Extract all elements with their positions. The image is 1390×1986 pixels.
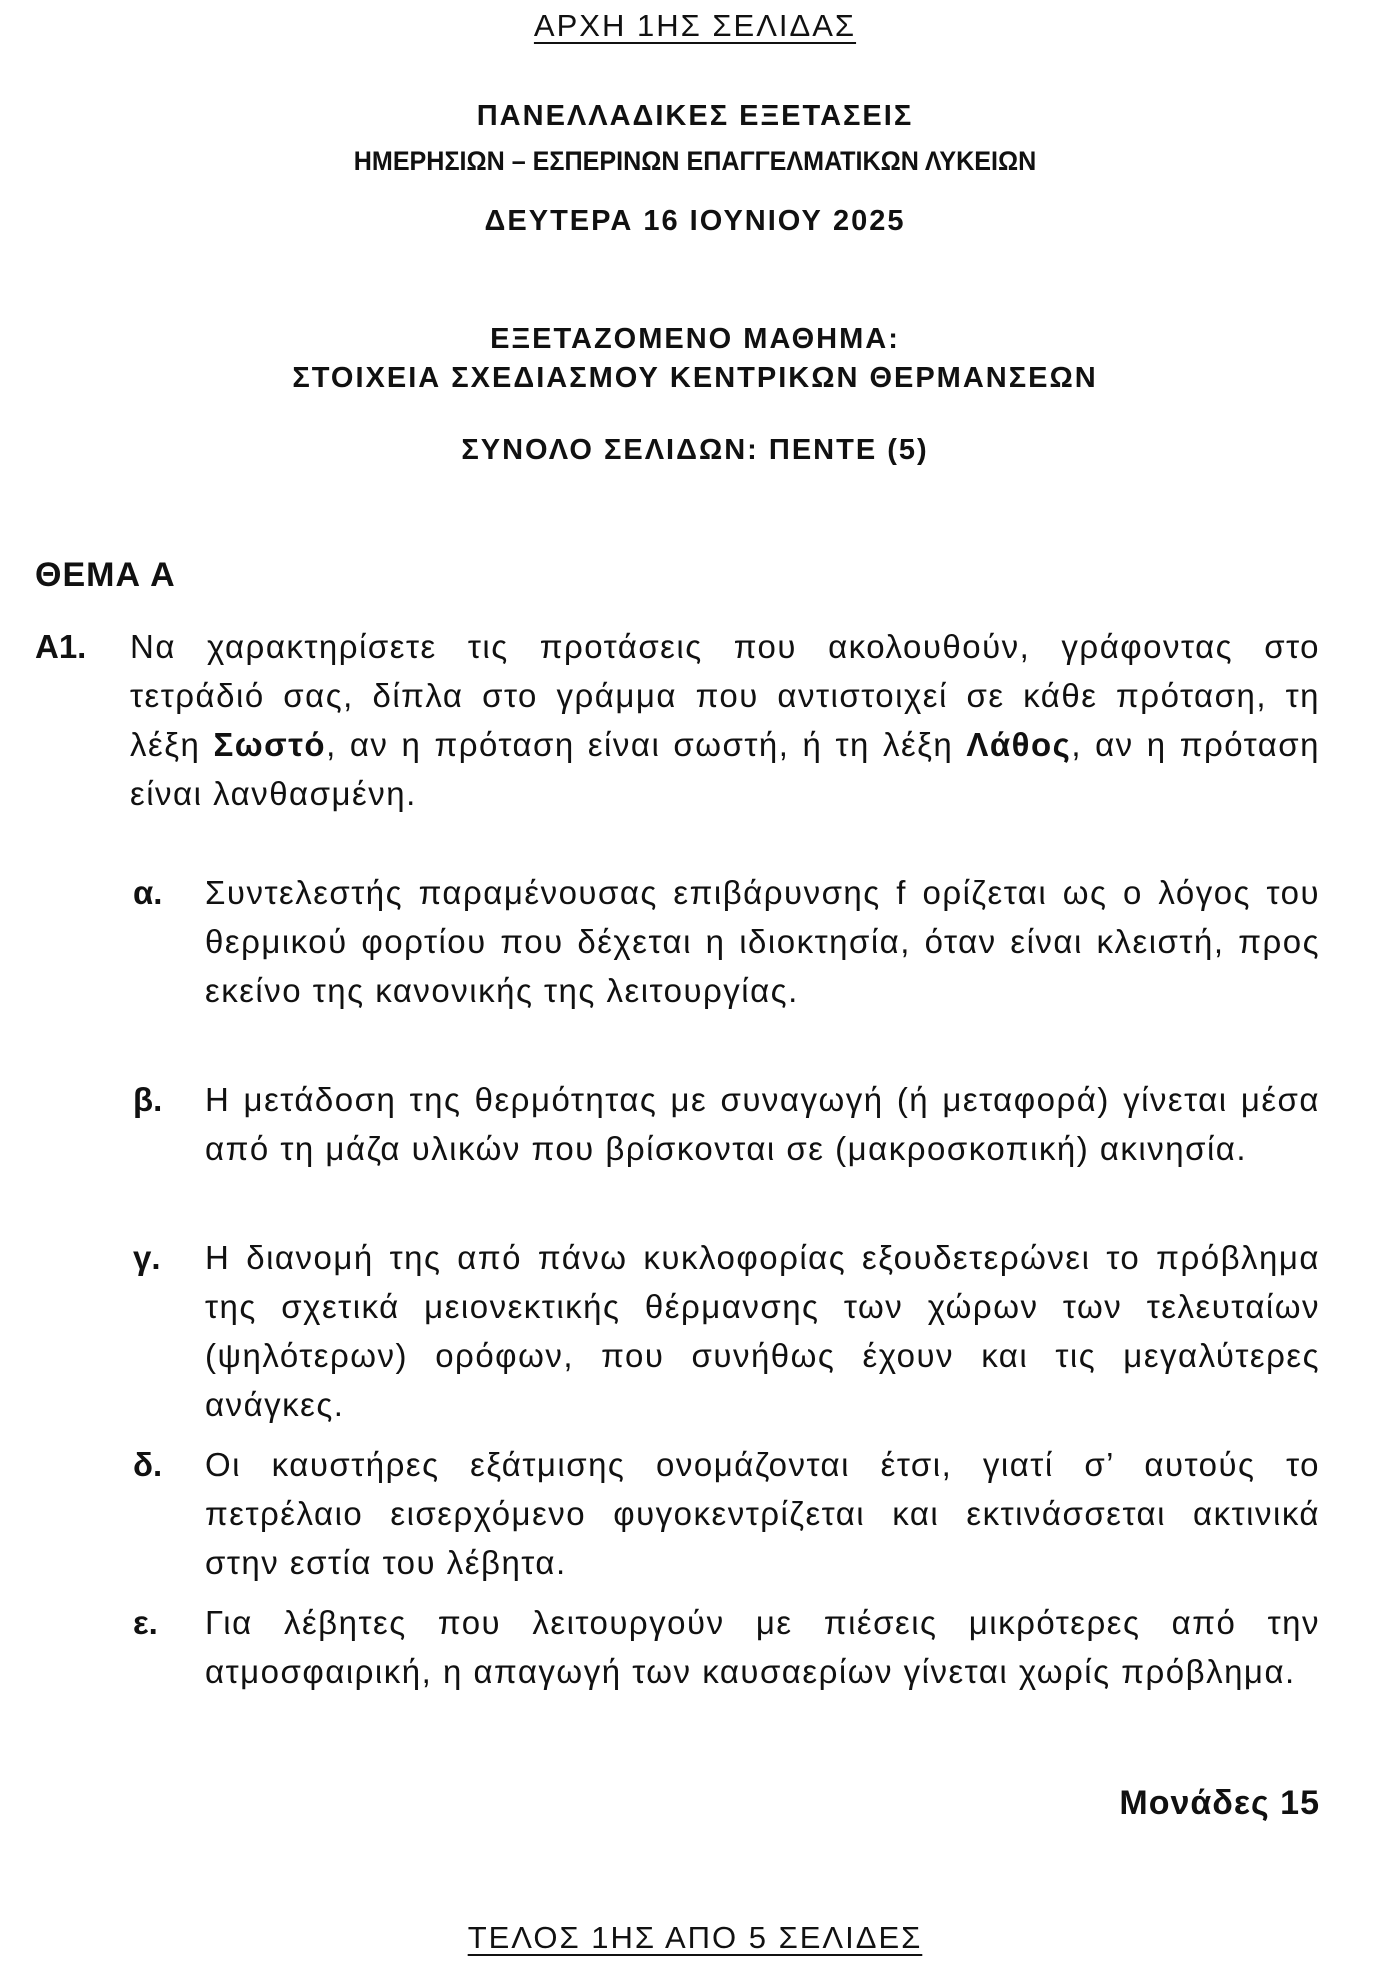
item-label-b: β.: [133, 1081, 163, 1118]
page-end-text: ΤΕΛΟΣ 1ΗΣ ΑΠΟ 5 ΣΕΛΙΔΕΣ: [467, 1920, 923, 1955]
item-label-e: ε.: [133, 1604, 158, 1641]
page-end-footer: [0, 1920, 1390, 1956]
exam-title: ΠΑΝΕΛΛΑΔΙΚΕΣ ΕΞΕΤΑΣΕΙΣ: [476, 100, 914, 132]
item-label-a: α.: [133, 874, 163, 911]
question-text: [130, 622, 1320, 818]
page-start-text: ΑΡΧΗ 1ΗΣ ΣΕΛΙΔΑΣ: [533, 8, 857, 43]
item-label-c: γ.: [133, 1239, 161, 1276]
exam-date: ΔΕΥΤΕΡΑ 16 ΙΟΥΝΙΟΥ 2025: [484, 205, 906, 237]
item-text-b: Η μετάδοση της θερμότητας με συναγωγή (ή μεταφορά) γίνεται μέσα από τη μάζα υλικών που βρίσκονται σε (μακροσκοπική) ακινησία.: [205, 1081, 1320, 1167]
page-start-header: [0, 8, 1390, 44]
item-label-d: δ.: [133, 1446, 163, 1483]
question-text-part: , αν η πρόταση είναι σωστή, ή τη λέξη: [326, 726, 967, 763]
marks: Μονάδες 15: [1119, 1784, 1320, 1822]
item-text-a: Συντελεστής παραμένουσας επιβάρυνσης f ορίζεται ως ο λόγος του θερμικού φορτίου που δέχεται η ιδιοκτησία, όταν είναι κλειστή, προς εκείνο της κανονικής της λειτουργίας.: [205, 874, 1320, 1009]
total-pages: ΣΥΝΟΛΟ ΣΕΛΙΔΩΝ: ΠΕΝΤΕ (5): [461, 434, 929, 466]
exam-subtitle: ΗΜΕΡΗΣΙΩΝ – ΕΣΠΕΡΙΝΩΝ ΕΠΑΓΓΕΛΜΑΤΙΚΩΝ ΛΥΚΕΙΩΝ: [353, 146, 1037, 176]
item-text-c: Η διανομή της από πάνω κυκλοφορίας εξουδετερώνει το πρόβλημα της σχετικά μειονεκτικής θέρμανσης των χώρων των τελευταίων (ψηλότερων) ορόφων, που συνήθως έχουν και τις μεγαλύτερες ανάγκες.: [205, 1239, 1320, 1423]
question-text-part: Να χαρακτηρίσετε τις προτάσεις που ακολουθούν, γράφοντας στο τετράδιό σας, δίπλα στο γράμμα που αντιστοιχεί σε κάθε πρόταση, τη λέξη: [130, 628, 1320, 763]
word-wrong: Λάθος: [966, 726, 1072, 763]
word-correct: Σωστό: [213, 726, 327, 763]
item-text-e: Για λέβητες που λειτουργούν με πιέσεις μικρότερες από την ατμοσφαιρική, η απαγωγή των καυσαερίων γίνεται χωρίς πρόβλημα.: [205, 1604, 1320, 1690]
subject-name: ΣΤΟΙΧΕΙΑ ΣΧΕΔΙΑΣΜΟΥ ΚΕΝΤΡΙΚΩΝ ΘΕΡΜΑΝΣΕΩΝ: [292, 362, 1098, 394]
subject-label: ΕΞΕΤΑΖΟΜΕΝΟ ΜΑΘΗΜΑ:: [490, 323, 900, 355]
item-text-d: Οι καυστήρες εξάτμισης ονομάζονται έτσι, γιατί σ’ αυτούς το πετρέλαιο εισερχόμενο φυγοκεντρίζεται και εκτινάσσεται ακτινικά στην εστία του λέβητα.: [205, 1446, 1320, 1581]
question-text-part: , αν η πρόταση είναι λανθασμένη.: [130, 726, 1320, 812]
question-label: Α1.: [35, 628, 87, 665]
section-title: ΘΕΜΑ Α: [35, 556, 176, 594]
